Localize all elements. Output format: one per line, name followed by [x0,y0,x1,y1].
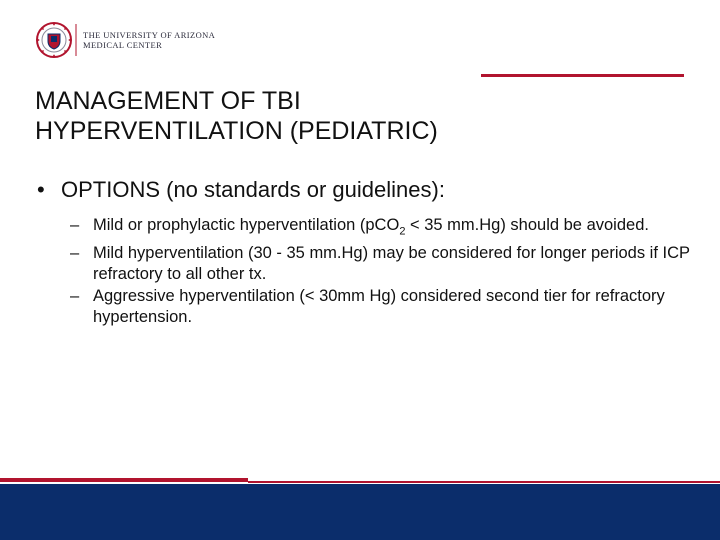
bottom-accent-rule [0,478,248,482]
bullet-marker: • [37,177,45,202]
sub-bullet-1-subscript: 2 [399,225,406,238]
sub-bullet-3 [70,286,690,329]
footer-band [0,484,720,540]
main-bullet [37,176,445,204]
university-seal-icon [32,20,80,60]
sub-bullet-list [70,215,690,329]
sub-bullet-3-text: Aggressive hyperventilation (< 30mm Hg) considered second tier for refractory hypertension. [93,286,665,327]
title-line-2: HYPERVENTILATION (PEDIATRIC) [35,117,438,145]
dash-marker: – [70,243,80,262]
top-accent-rule [481,74,684,77]
title-line-1: MANAGEMENT OF TBI [35,87,301,115]
main-bullet-text: OPTIONS (no standards or guidelines): [61,177,445,202]
logo-line-2: MEDICAL CENTER [83,40,163,50]
sub-bullet-1-text-start: Mild or prophylactic hyperventilation (pCO [93,216,400,234]
logo-text [83,30,215,50]
dash-marker: – [70,216,80,234]
sub-bullet-2 [70,243,690,286]
sub-bullet-1-text-end: < 35 mm.Hg) should be avoided. [405,216,649,234]
dash-marker: – [70,286,80,305]
sub-bullet-1 [70,215,690,243]
slide-title [35,86,438,146]
logo-line-1: THE UNIVERSITY OF ARIZONA [83,30,216,40]
sub-bullet-2-text: Mild hyperventilation (30 - 35 mm.Hg) may be considered for longer periods if ICP refractory to all other tx. [93,243,690,284]
bottom-accent-rule-thin [248,481,720,483]
